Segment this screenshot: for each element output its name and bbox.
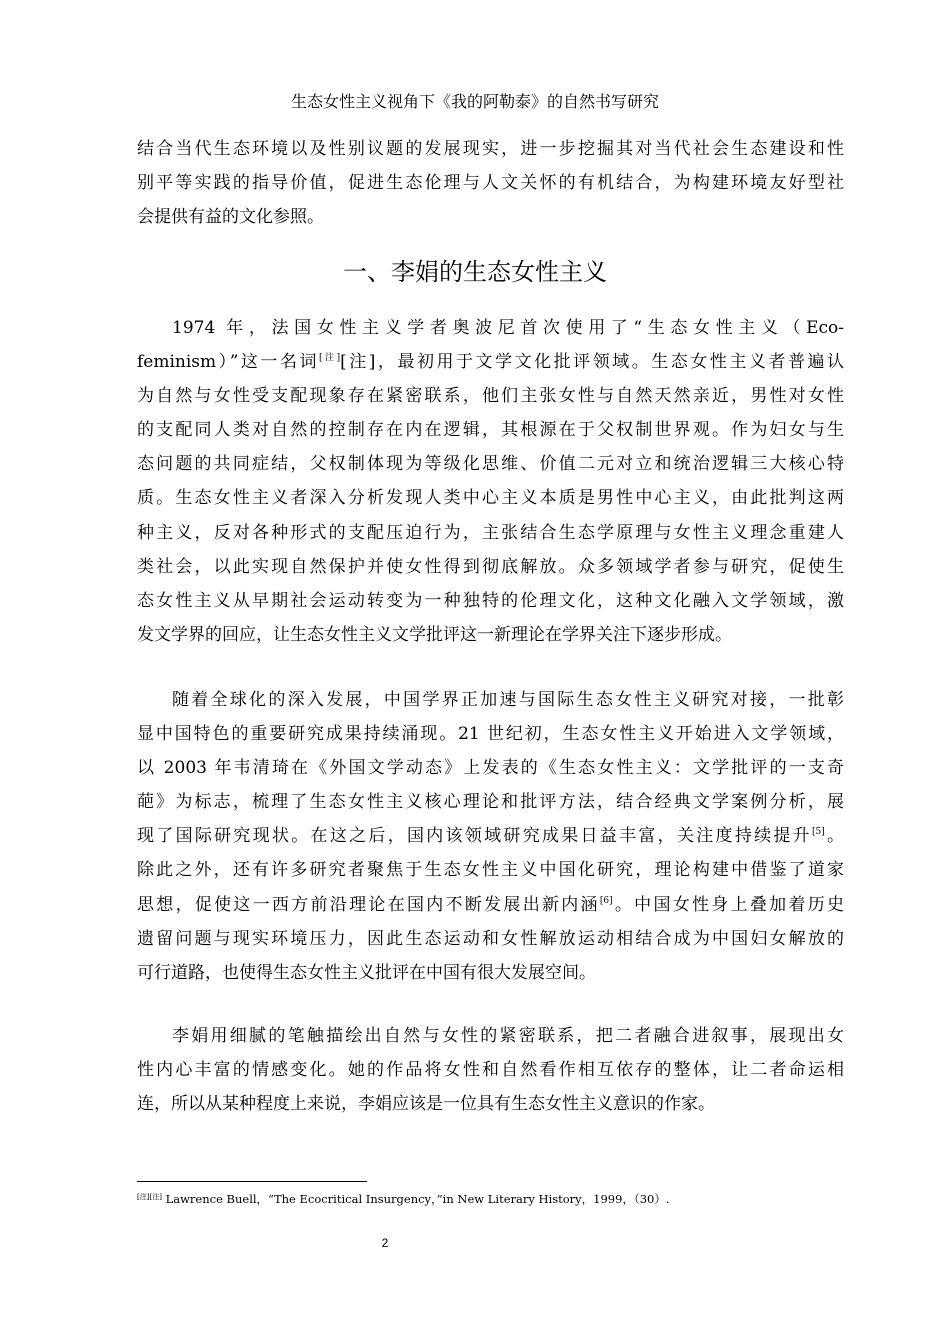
text-span: [注]，最初用于文学文化批评领域。生态女性主义者普遍认 bbox=[340, 352, 844, 373]
text-line: 别平等实践的指导价值，促进生态伦理与人文关怀的有机结合，为构建环境友好型社 bbox=[137, 173, 844, 194]
text-line bbox=[137, 888, 844, 922]
text-line: 除此之外，还有许多研究者聚焦于生态女性主义中国化研究，理论构建中借鉴了道家 bbox=[137, 860, 844, 881]
running-header: 生态女性主义视角下《我的阿勒泰》的自然书写研究 bbox=[290, 92, 659, 111]
text-line: 质。生态女性主义者深入分析发现人类中心主义本质是男性中心主义，由此批判这两 bbox=[137, 488, 844, 509]
text-line: 为自然与女性受支配现象存在紧密联系，他们主张女性与自然天然亲近，男性对女性 bbox=[137, 386, 844, 407]
text-line: 种主义，反对各种形式的支配压迫行为，主张结合生态学原理与女性主义理念重建人 bbox=[137, 522, 844, 543]
text-line: 可行道路，也使得生态女性主义批评在中国有很大发展空间。 bbox=[137, 962, 596, 983]
citation-marker[interactable]: [6] bbox=[599, 895, 613, 906]
text-line: 随着全球化的深入发展，中国学界正加速与国际生态女性主义研究对接，一批彰 bbox=[172, 690, 844, 710]
text-line: 葩》为标志，梳理了生态女性主义核心理论和批评方法，结合经典文学案例分析，展 bbox=[137, 792, 844, 813]
text-line: 态问题的共同症结，父权制体现为等级化思维、价值二元对立和统治逻辑三大核心特 bbox=[137, 454, 844, 475]
footnote-separator bbox=[137, 1181, 367, 1182]
text-line: 类社会，以此实现自然保护并使女性得到彻底解放。众多领域学者参与研究，促使生 bbox=[137, 556, 844, 577]
text-line bbox=[137, 819, 844, 853]
text-line: 发文学界的回应，让生态女性主义文学批评这一新理论在学界关注下逐步形成。 bbox=[137, 624, 732, 645]
text-line: 遗留问题与现实环境压力，因此生态运动和女性解放运动相结合成为中国妇女解放的 bbox=[137, 928, 844, 949]
text-line: 的支配同人类对自然的控制存在内在逻辑，其根源在于父权制世界观。作为妇女与生 bbox=[137, 420, 844, 441]
text-span: feminism）”这一名词 bbox=[137, 352, 320, 373]
text-line: 连，所以从某种程度上来说，李娟应该是一位具有生态女性主义意识的作家。 bbox=[137, 1094, 715, 1115]
paragraph-1 bbox=[137, 311, 844, 652]
text-line: 会提供有益的文化参照。 bbox=[137, 207, 324, 228]
text-line: 显中国特色的重要研究成果持续涌现。21 世纪初，生态女性主义开始进入文学领域， bbox=[137, 724, 844, 745]
paragraph-3 bbox=[137, 1019, 844, 1121]
paragraph-2 bbox=[137, 683, 844, 990]
text-span: 现了国际研究现状。在这之后，国内该领域研究成果日益丰富，关注度持续提升 bbox=[137, 826, 812, 847]
citation-marker[interactable]: [5] bbox=[811, 827, 825, 838]
text-span: 思想，促使这一西方前沿理论在国内不断发展出新内涵 bbox=[137, 894, 600, 915]
section-heading: 一、李娟的生态女性主义 bbox=[343, 258, 607, 286]
intro-paragraph bbox=[137, 132, 844, 234]
text-line: 结合当代生态环境以及性别议题的发展现实，进一步挖掘其对当代社会生态建设和性 bbox=[137, 139, 844, 159]
text-line: 态女性主义从早期社会运动转变为一种独特的伦理文化，这种文化融入文学领域，激 bbox=[137, 590, 844, 611]
footnote-text: Lawrence Buell，“The Ecocritical Insurgency，”in New Literary History，1999，（30）. bbox=[165, 1192, 670, 1206]
footnote bbox=[137, 1190, 857, 1208]
text-line: 1974 年，法国女性主义学者奥波尼首次使用了“生态女性主义（Eco- bbox=[172, 318, 844, 338]
text-span: 。 bbox=[824, 826, 845, 847]
footnote-marker: [注][注] bbox=[137, 1193, 162, 1201]
text-line: 性内心丰富的情感变化。她的作品将女性和自然看作相互依存的整体，让二者命运相 bbox=[137, 1060, 844, 1081]
text-span: 。中国女性身上叠加着历史 bbox=[612, 894, 845, 915]
citation-marker[interactable]: [注] bbox=[319, 353, 341, 364]
text-line: 以 2003 年韦清琦在《外国文学动态》上发表的《生态女性主义：文学批评的一支奇 bbox=[137, 758, 844, 779]
text-line bbox=[137, 345, 844, 379]
text-line: 李娟用细腻的笔触描绘出自然与女性的紧密联系，把二者融合进叙事，展现出女 bbox=[172, 1026, 844, 1046]
page-number: 2 bbox=[381, 1236, 389, 1250]
